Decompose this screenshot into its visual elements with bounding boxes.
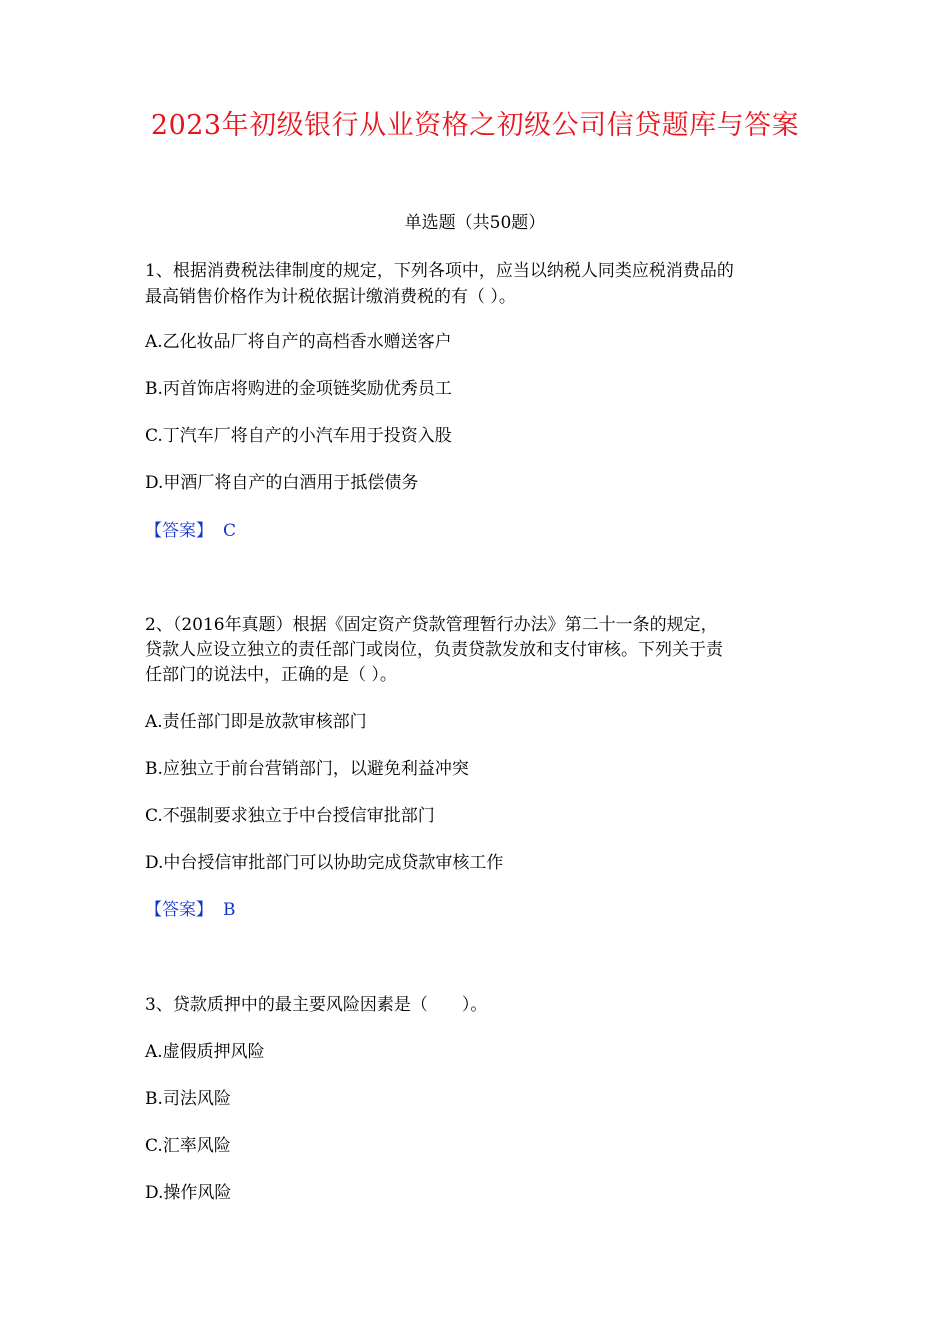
question-2-option-c: C.不强制要求独立于中台授信审批部门 bbox=[145, 806, 435, 826]
question-3-option-b: B.司法风险 bbox=[145, 1089, 231, 1109]
question-2-stem-line-1: 2、（2016年真题）根据《固定资产贷款管理暂行办法》第二十一条的规定， bbox=[145, 615, 718, 635]
question-2-option-d: D.中台授信审批部门可以协助完成贷款审核工作 bbox=[145, 853, 504, 873]
section-heading: 单选题（共50题） bbox=[404, 213, 546, 233]
document-title: 2023年初级银行从业资格之初级公司信贷题库与答案 bbox=[150, 110, 800, 141]
question-2-stem-line-2: 贷款人应设立独立的责任部门或岗位，负责贷款发放和支付审核。下列关于责 bbox=[145, 640, 723, 660]
question-2-option-b: B.应独立于前台营销部门，以避免利益冲突 bbox=[145, 759, 469, 779]
question-2-stem-line-3: 任部门的说法中，正确的是（ ）。 bbox=[145, 665, 397, 685]
question-2-answer bbox=[145, 898, 815, 922]
question-3-option-a: A.虚假质押风险 bbox=[145, 1042, 265, 1062]
question-3-option-c: C.汇率风险 bbox=[145, 1136, 231, 1156]
question-2-option-a: A.责任部门即是放款审核部门 bbox=[145, 712, 367, 732]
question-1-stem-line-1: 1、根据消费税法律制度的规定，下列各项中，应当以纳税人同类应税消费品的 bbox=[145, 261, 734, 281]
question-3-option-d: D.操作风险 bbox=[145, 1183, 232, 1203]
answer-label: 【答案】 bbox=[145, 521, 213, 541]
question-3-stem-line-1: 3、贷款质押中的最主要风险因素是（ ）。 bbox=[145, 995, 488, 1015]
question-1-option-b: B.丙首饰店将购进的金项链奖励优秀员工 bbox=[145, 379, 452, 399]
answer-label: 【答案】 bbox=[145, 900, 213, 920]
question-1-option-a: A.乙化妆品厂将自产的高档香水赠送客户 bbox=[145, 332, 452, 352]
question-1-answer bbox=[145, 519, 815, 543]
question-1-stem-line-2: 最高销售价格作为计税依据计缴消费税的有（ ）。 bbox=[145, 287, 516, 307]
answer-value: B bbox=[223, 900, 236, 920]
question-1-option-c: C.丁汽车厂将自产的小汽车用于投资入股 bbox=[145, 426, 452, 446]
question-1-option-d: D.甲酒厂将自产的白酒用于抵偿债务 bbox=[145, 473, 419, 493]
answer-value: C bbox=[223, 521, 237, 541]
